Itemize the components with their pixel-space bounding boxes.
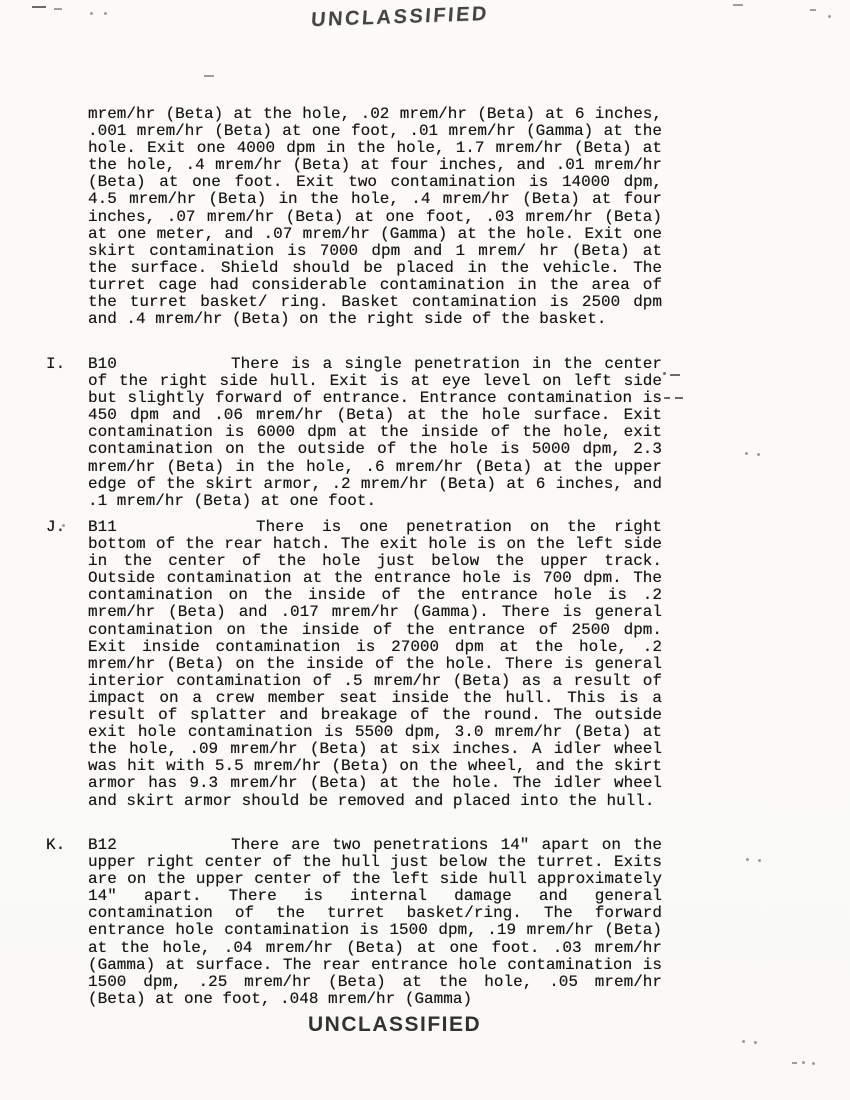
scan-artifact (32, 6, 46, 8)
scan-artifact (90, 12, 93, 15)
scan-artifact (664, 397, 670, 399)
scan-artifact (758, 859, 761, 862)
item-id: B12 (88, 836, 117, 854)
item-text: There is one penetration on the right bottom of the rear hatch. The exit hole is on the left side in the center of the hole just below the upper track. Outside contamination at the entrance hole is 700 dpm. The contamination on the inside of the entrance hole is .2 mrem/hr (Beta) and .017 mrem/hr (Gamma). There is general contamination on the inside of the entrance of 2500 dpm. Exit inside contamination is 27000 dpm at the hole, .2 mrem/hr (Beta) on the inside of the hole. There is general interior contamination of .5 mrem/hr (Beta) as a result of impact on a crew member seat inside the hull. This is a result of splatter and breakage of the round. The outside exit hole contamination is 5500 dpm, 3.0 mrem/hr (Beta) at the hole, .09 mrem/hr (Beta) at six inches. A idler wheel was hit with 5.5 mrem/hr (Beta) on the wheel, and the skirt armor has 9.3 mrem/hr (Beta) at the hole. The idler wheel and skirt armor should be removed and placed into the hull. (88, 518, 662, 810)
item-text: There is a single penetration in the center of the right side hull. Exit is at eye level on left side but slightly forward of entrance. Entrance contamination is 450 dpm and .06 mrem/hr (Beta) at the hole surface. Exit contamination is 6000 dpm at the inside of the hole, exit contamination on the outside of the hole is 5000 dpm, 2.3 mrem/hr (Beta) in the hole, .6 mrem/hr (Beta) at the upper edge of the skirt armor, .2 mrem/hr (Beta) at 6 inches, and .1 mrem/hr (Beta) at one foot. (88, 355, 662, 510)
scan-artifact (812, 1062, 815, 1065)
scan-artifact (733, 4, 743, 6)
paragraph-continuation: mrem/hr (Beta) at the hole, .02 mrem/hr (Beta) at 6 inches, .001 mrem/hr (Beta) at one foot, .01 mrem/hr (Gamma) at the hole. Exit one 4000 dpm in the hole, 1.7 mrem/hr (Beta) at the hole, .4 mrem/hr (Beta) at four inches, and .01 mrem/hr (Beta) at one foot. Exit two contamination is 14000 dpm, 4.5 mrem/hr (Beta) in the hole, .4 mrem/hr (Beta) at four inches, .07 mrem/hr (Beta) at one foot, .03 mrem/hr (Beta) at one meter, and .07 mrem/hr (Gamma) at the hole. Exit one skirt contamination is 7000 dpm and 1 mrem/ hr (Beta) at the surface. Shield should be placed in the vehicle. The turret cage had considerable contamination in the area of the turret basket/ ring. Basket contamination is 2500 dpm and .4 mrem/hr (Beta) on the right side of the basket. (88, 105, 662, 329)
scan-artifact (754, 1041, 757, 1044)
classification-stamp-top: UNCLASSIFIED (310, 2, 490, 32)
scan-artifact (54, 8, 62, 10)
item-id: B11 (88, 518, 117, 536)
scan-artifact (828, 15, 831, 18)
scan-artifact (204, 75, 214, 77)
item-letter: K. (46, 836, 66, 854)
item-id: B10 (88, 355, 117, 373)
scan-artifact (746, 858, 749, 861)
scan-artifact (792, 1062, 797, 1064)
scan-artifact (802, 1061, 805, 1064)
item-text: There are two penetrations 14" apart on the upper right center of the hull just below the turret. Exits are on the upper center of the left side hull approximately 14" apart. There is internal damage and general contamination of the turret basket/ring. The forward entrance hole contamination is 1500 dpm, .19 mrem/hr (Beta) at the hole, .04 mrem/hr (Beta) at one foot. .03 mrem/hr (Gamma) at surface. The rear entrance hole contamination is 1500 dpm, .25 mrem/hr (Beta) at the hole, .05 mrem/hr (Beta) at one foot, .048 mrem/hr (Gamma) (88, 836, 662, 1008)
scan-artifact (62, 524, 65, 527)
scan-artifact (810, 9, 816, 11)
item-letter: I. (46, 355, 66, 373)
item-B12 (46, 836, 662, 1008)
scan-artifact (742, 1040, 745, 1043)
scan-artifact (104, 12, 107, 15)
scan-artifact (757, 453, 760, 456)
scan-artifact (670, 374, 680, 376)
classification-stamp-bottom: UNCLASSIFIED (308, 1013, 482, 1036)
scan-artifact (745, 452, 748, 455)
item-letter: J. (46, 518, 66, 536)
item-B11 (46, 518, 662, 810)
item-B10 (46, 355, 662, 510)
scan-artifact (675, 397, 683, 399)
scan-artifact (663, 372, 666, 375)
